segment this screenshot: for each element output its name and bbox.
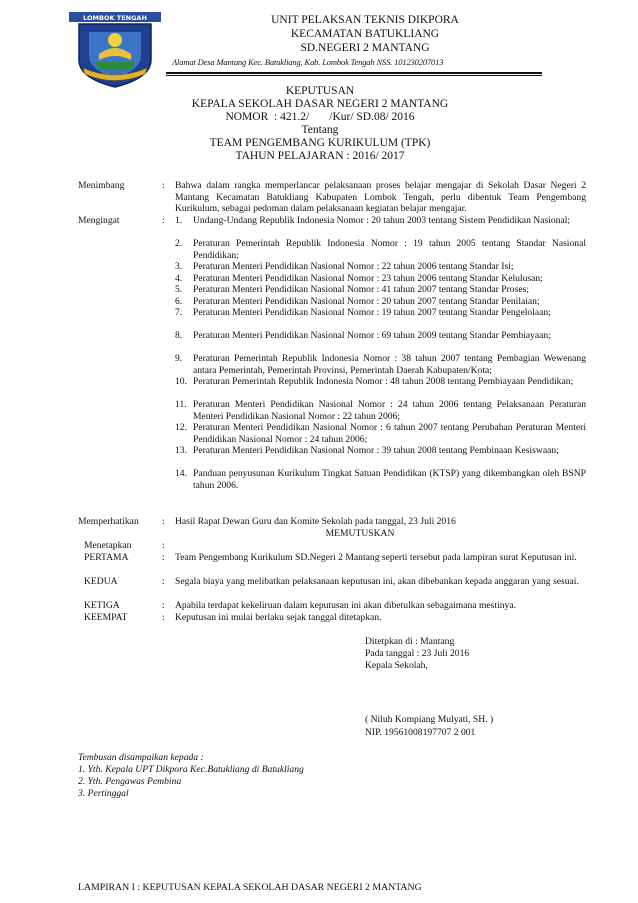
signature-nip: NIP. 19561008197707 2 001: [365, 727, 476, 738]
mengingat-colon: :: [162, 215, 165, 226]
mengingat-item-number: 3.: [175, 261, 183, 272]
decree-issuer: KEPALA SEKOLAH DASAR NEGERI 2 MANTANG: [191, 98, 449, 110]
mengingat-item-text: Peraturan Menteri Pendidikan Nasional Nomor : 6 tahun 2007 tentang Perubahan Peraturan Menteri Pendidikan Nasional Nomor : 24 tahun 2006;: [193, 422, 586, 445]
svg-text:· · ·: · · ·: [110, 71, 120, 77]
mengingat-item-text: Peraturan Pemerintah Republik Indonesia Nomor : 19 tahun 2005 tentang Standar Nasional Pendidikan;: [193, 238, 586, 261]
memperhatikan-colon: :: [162, 516, 165, 527]
mengingat-item-number: 14.: [175, 468, 187, 479]
tembusan-item: 2. Yth. Pengawas Pembina: [78, 776, 182, 787]
signature-name: ( Niluh Kompiang Mulyati, SH. ): [365, 714, 494, 725]
mengingat-item-text: Peraturan Menteri Pendidikan Nasional Nomor : 22 tahun 2006 tentang Standar Isi;: [193, 261, 514, 272]
decision-colon-0: :: [162, 540, 165, 551]
mengingat-item-number: 8.: [175, 330, 183, 341]
menimbang-text: Bahwa dalam rangka memperlancar pelaksanaan proses belajar mengajar di Sekolah Dasar Negeri 2 Mantang Kecamatan Batukliang Kabupaten Lombok Tengah, perlu dibentuk Team Pengembang Kurikulum, sebagai pedoman dalam pelaksanaan kegiatan belajar mengajar.: [175, 180, 586, 214]
header-rule: [166, 72, 542, 74]
decree-title: KEPUTUSAN: [285, 85, 355, 97]
mengingat-item-text: Peraturan Menteri Pendidikan Nasional Nomor : 24 tahun 2006 tentang Pelaksanaan Peraturan Menteri Pendidikan Nasional Nomor : 22 tahun 2006;: [193, 399, 586, 422]
mengingat-item-text: Undang-Undang Republik Indonesia Nomor : 20 tahun 2003 tentang Sistem Pendidikan Nasional;: [193, 215, 571, 226]
logo-text: LOMBOK TENGAH: [83, 14, 147, 22]
mengingat-item-number: 13.: [175, 445, 187, 456]
decision-colon-4: :: [162, 612, 165, 623]
decision-text-3: Apabila terdapat kekeliruan dalam keputusan ini akan dibetulkan sebagaimana mestinya.: [175, 600, 516, 611]
decision-text-2: Segala biaya yang melibatkan pelaksanaan keputusan ini, akan dibebankan kepada anggaran yang sesuai.: [175, 576, 579, 587]
mengingat-item-number: 6.: [175, 295, 183, 307]
mengingat-label: Mengingat: [78, 215, 120, 226]
mengingat-item-text: Peraturan Pemerintah Republik Indonesia Nomor : 38 tahun 2007 tentang Pembagian Wewenang antara Pemerintah, Pemerintah Provinsi, Pemerintah Daerah Kabupaten/Kota;: [193, 353, 586, 376]
signature-role: Kepala Sekolah,: [365, 660, 428, 671]
decision-colon-2: :: [162, 576, 165, 587]
memutuskan-heading: MEMUTUSKAN: [325, 528, 395, 539]
mengingat-item-number: 2.: [175, 238, 183, 249]
tembusan-title: Tembusan disampaikan kepada :: [78, 752, 204, 763]
decision-label-3: KETIGA: [84, 600, 120, 611]
mengingat-item-text: Peraturan Menteri Pendidikan Nasional Nomor : 39 tahun 2008 tentang Pembinaan Kesiswaan;: [193, 445, 559, 456]
tembusan-item: 1. Yth. Kepala UPT Dikpora Kec.Batukliang di Batukliang: [78, 764, 304, 775]
header-line-3: SD.NEGERI 2 MANTANG: [300, 42, 430, 54]
memperhatikan-label: Memperhatikan: [78, 516, 139, 527]
mengingat-item-number: 9.: [175, 353, 183, 364]
mengingat-item-text: Peraturan Menteri Pendidikan Nasional Nomor : 69 tahun 2009 tentang Standar Pembiayaan;: [193, 330, 551, 341]
decision-label-2: KEDUA: [84, 576, 118, 587]
mengingat-item-text: Peraturan Pemerintah Republik Indonesia Nomor : 48 tahun 2008 tentang Pembiayaan Pendidikan;: [193, 376, 574, 387]
header-rule-thin: [166, 75, 542, 76]
signature-date: Pada tanggal : 23 Juli 2016: [365, 648, 470, 659]
header-line-1: UNIT PELAKSAN TEKNIS DIKPORA: [271, 14, 459, 26]
mengingat-item-number: 4.: [175, 272, 183, 284]
decree-tentang: Tentang: [301, 124, 339, 136]
mengingat-item-number: 5.: [175, 284, 183, 295]
mengingat-item-text: Peraturan Menteri Pendidikan Nasional Nomor : 19 tahun 2007 tentang Standar Pengelolaan;: [193, 307, 551, 318]
decision-label-1: PERTAMA: [84, 552, 129, 563]
mengingat-item-text: Peraturan Menteri Pendidikan Nasional Nomor : 20 tahun 2007 tentang Standar Penilaian;: [193, 295, 540, 307]
menimbang-label: Menimbang: [78, 180, 125, 191]
decree-number: NOMOR : 421.2/ /Kur/ SD.08/ 2016: [225, 111, 415, 123]
signature-place: Ditetpkan di : Mantang: [365, 636, 455, 647]
mengingat-item-number: 10.: [175, 376, 187, 387]
decision-label-4: KEEMPAT: [84, 612, 128, 623]
mengingat-item-number: 1.: [175, 215, 183, 226]
tembusan-item: 3. Pertinggal: [78, 788, 129, 799]
mengingat-item-text: Peraturan Menteri Pendidikan Nasional Nomor : 41 tahun 2007 tentang Standar Proses;: [193, 284, 529, 295]
regency-logo: [69, 12, 161, 88]
decision-label-0: Menetapkan: [84, 540, 132, 551]
decree-year: TAHUN PELAJARAN : 2016/ 2017: [235, 150, 405, 162]
decision-colon-3: :: [162, 600, 165, 611]
memperhatikan-text: Hasil Rapat Dewan Guru dan Komite Sekolah pada tanggal, 23 Juli 2016: [175, 516, 456, 527]
menimbang-colon: :: [162, 180, 165, 191]
mengingat-item-number: 12.: [175, 422, 187, 433]
mengingat-item-text: Panduan penyusunan Kurikulum Tingkat Satuan Pendidikan (KTSP) yang dikembangkan oleh BSNP tahun 2006.: [193, 468, 586, 491]
header-address: Alamat Desa Mantang Kec. Batukliang, Kab. Lombok Tengah NSS. 101230207013: [172, 57, 444, 67]
decision-text-4: Keputusan ini mulai berlaku sejak tanggal ditetapkan.: [175, 612, 382, 623]
decision-text-1: Team Pengembang Kurikulum SD.Negeri 2 Mantang seperti tersebut pada lampiran surat Keputusan ini.: [175, 552, 577, 563]
mengingat-item-number: 11.: [175, 399, 187, 410]
decision-colon-1: :: [162, 552, 165, 563]
lampiran-footer: LAMPIRAN I : KEPUTUSAN KEPALA SEKOLAH DASAR NEGERI 2 MANTANG: [78, 882, 422, 893]
header-line-2: KECAMATAN BATUKLIANG: [290, 28, 440, 40]
mengingat-item-number: 7.: [175, 307, 183, 318]
decree-subject: TEAM PENGEMBANG KURIKULUM (TPK): [209, 137, 431, 149]
mengingat-item-text: Peraturan Menteri Pendidikan Nasional Nomor : 23 tahun 2006 tentang Standar Kelulusan;: [193, 272, 543, 284]
